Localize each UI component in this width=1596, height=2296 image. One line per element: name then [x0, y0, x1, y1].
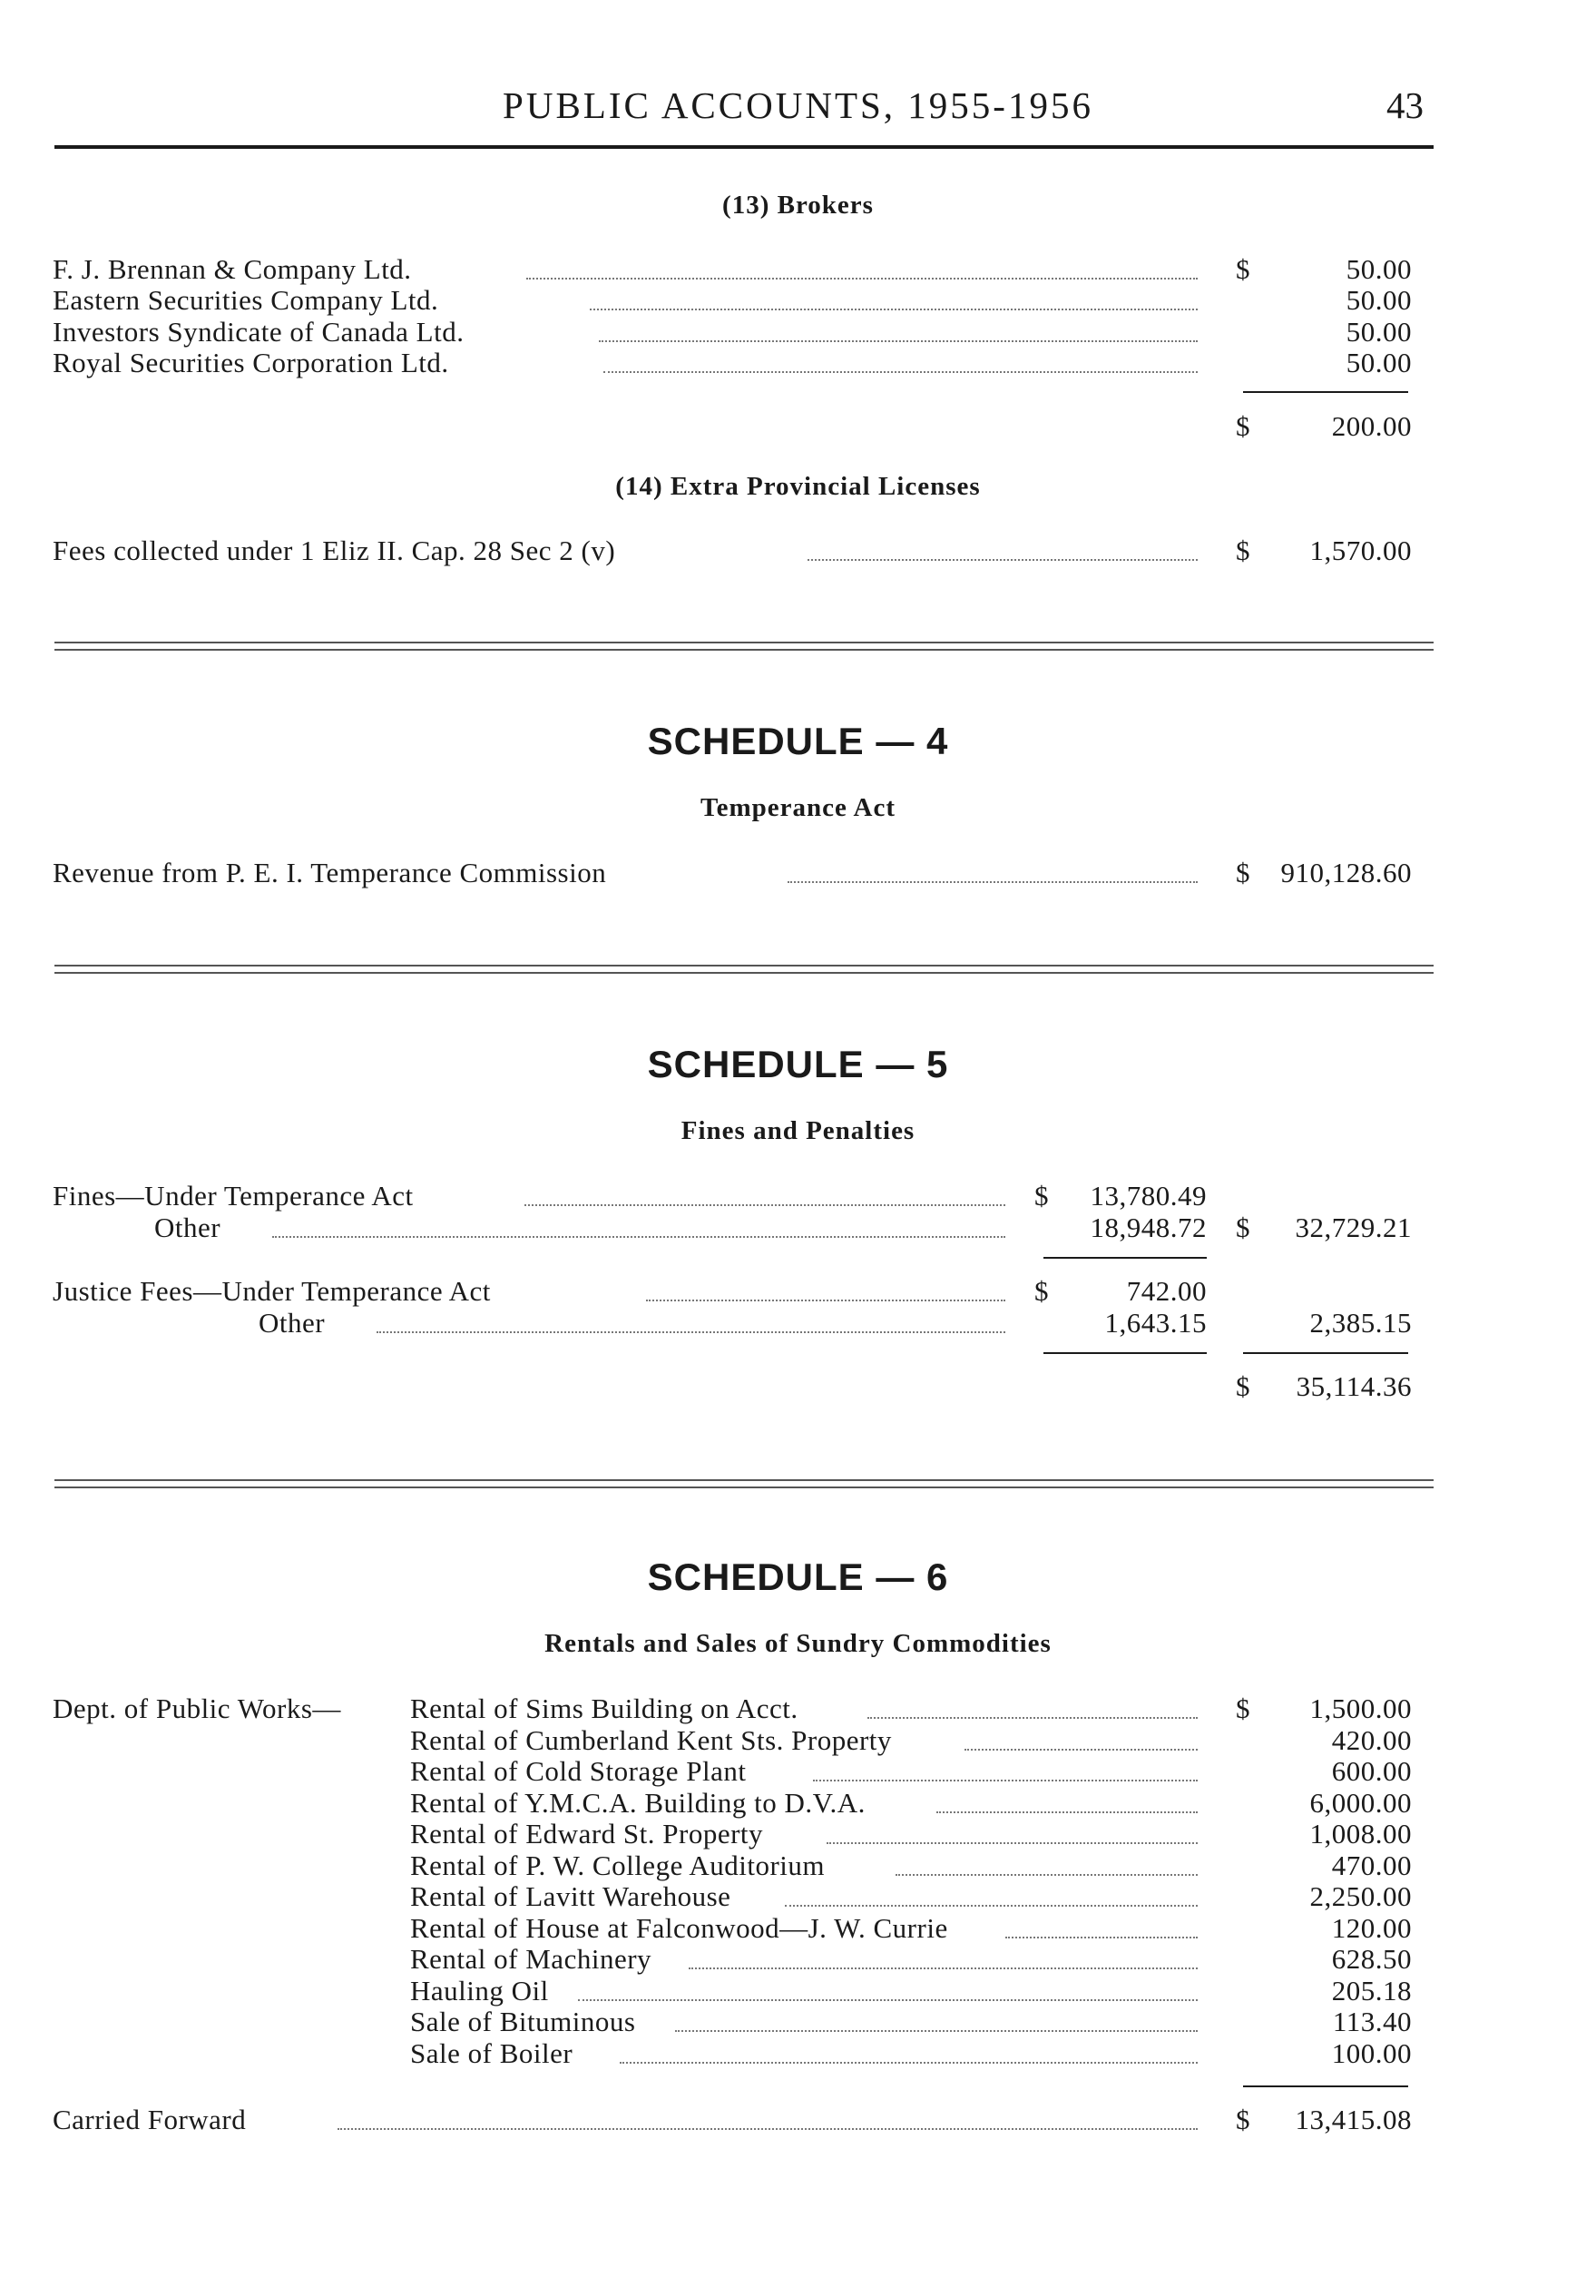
section-divider: [54, 642, 1434, 651]
list-item: [0, 1787, 1596, 1820]
subtotal-rule: [1043, 1257, 1207, 1259]
dot-leader: [788, 881, 1198, 883]
list-item: [0, 1850, 1596, 1882]
table-row: [0, 316, 1596, 348]
list-item: [0, 1755, 1596, 1788]
brokers-item-amount: 50.00: [1346, 316, 1412, 348]
fines-other-label: Other: [154, 1212, 221, 1243]
schedule6-item-label: Rental of Machinery: [410, 1943, 652, 1975]
carried-forward-label: Carried Forward: [53, 2104, 247, 2135]
dot-leader: [808, 559, 1198, 561]
schedule6-item-amount: 100.00: [1331, 2036, 1412, 2069]
schedule6-item-amount: 470.00: [1331, 1849, 1412, 1881]
justice-total: 2,385.15: [1309, 1307, 1412, 1339]
brokers-item-amount: 50.00: [1346, 347, 1412, 378]
fines-label: Fines—Under Temperance Act: [53, 1180, 414, 1212]
schedule6-heading: SCHEDULE — 6: [647, 1555, 949, 1598]
dot-leader: [338, 2128, 1198, 2130]
currency-sign: $: [1034, 1180, 1049, 1212]
schedule6-item-label: Sale of Bituminous: [410, 2006, 636, 2037]
dot-leader: [620, 2062, 1198, 2064]
table-row: [0, 1212, 1596, 1244]
currency-sign: $: [1236, 253, 1250, 285]
list-item: [0, 1912, 1596, 1945]
brokers-item-label: Eastern Securities Company Ltd.: [53, 284, 439, 316]
page-number: 43: [1386, 84, 1424, 126]
schedule6-item-label: Rental of P. W. College Auditorium: [410, 1849, 826, 1881]
justice-label: Justice Fees—Under Temperance Act: [53, 1275, 491, 1307]
table-row: [0, 347, 1596, 379]
dept-prefix: Dept. of Public Works—: [53, 1693, 341, 1724]
dot-leader: [603, 371, 1198, 373]
schedule6-item-amount: 1,500.00: [1309, 1693, 1412, 1724]
schedule5-subheading: Fines and Penalties: [681, 1116, 915, 1145]
schedule6-item-label: Rental of Lavitt Warehouse: [410, 1880, 731, 1912]
carried-forward-row: [0, 2104, 1596, 2136]
carried-forward-amount: 13,415.08: [1295, 2104, 1412, 2135]
schedule6-item-label: Sale of Boiler: [410, 2036, 573, 2069]
extra-provincial-heading: (14) Extra Provincial Licenses: [615, 472, 981, 501]
fines-other-amount: 18,948.72: [1090, 1212, 1207, 1243]
table-row: [0, 284, 1596, 317]
currency-sign: $: [1236, 1370, 1250, 1402]
brokers-item-label: Investors Syndicate of Canada Ltd.: [53, 316, 465, 348]
dot-leader: [590, 309, 1198, 310]
dot-leader: [867, 1717, 1198, 1719]
schedule6-item-label: Rental of House at Falconwood—J. W. Currie: [410, 1911, 948, 1944]
currency-sign: $: [1034, 1275, 1049, 1307]
dot-leader: [377, 1331, 1005, 1333]
schedule6-item-amount: 6,000.00: [1309, 1786, 1412, 1819]
list-item: [0, 1724, 1596, 1757]
schedule6-subheading: Rentals and Sales of Sundry Commodities: [544, 1629, 1052, 1658]
schedule6-item-label: Hauling Oil: [410, 1974, 549, 2007]
schedule6-item-amount: 205.18: [1331, 1974, 1412, 2007]
schedule6-item-amount: 600.00: [1331, 1755, 1412, 1787]
dot-leader: [896, 1874, 1198, 1876]
list-item: [0, 1943, 1596, 1976]
schedule5-heading: SCHEDULE — 5: [647, 1043, 949, 1085]
brokers-item-amount: 50.00: [1346, 253, 1412, 285]
list-item: [0, 1975, 1596, 2007]
dot-leader: [526, 278, 1198, 280]
header-rule: [54, 145, 1434, 149]
table-row: [0, 253, 1596, 286]
extra-provincial-label: Fees collected under 1 Eliz II. Cap. 28 Sec 2 (v): [53, 535, 616, 566]
schedule6-item-amount: 628.50: [1331, 1943, 1412, 1975]
subtotal-rule: [1043, 1352, 1207, 1354]
schedule6-item-amount: 420.00: [1331, 1723, 1412, 1756]
list-item: [0, 1693, 1596, 1725]
brokers-heading: (13) Brokers: [722, 191, 874, 220]
currency-sign: $: [1236, 857, 1250, 888]
table-row: [0, 1180, 1596, 1212]
schedule6-item-label: Rental of Sims Building on Acct.: [410, 1693, 798, 1724]
fines-total: 32,729.21: [1295, 1212, 1412, 1243]
currency-sign: $: [1236, 410, 1250, 442]
dot-leader: [827, 1842, 1198, 1844]
section-divider: [54, 1479, 1434, 1488]
currency-sign: $: [1236, 1693, 1250, 1724]
section-divider: [54, 965, 1434, 974]
dot-leader: [936, 1811, 1198, 1813]
dot-leader: [524, 1204, 1005, 1206]
dot-leader: [599, 340, 1198, 342]
schedule5-grand-total-row: [0, 1370, 1596, 1403]
justice-other-amount: 1,643.15: [1104, 1307, 1207, 1339]
schedule6-item-amount: 120.00: [1331, 1911, 1412, 1944]
list-item: [0, 2006, 1596, 2038]
subtotal-rule: [1243, 2085, 1408, 2087]
schedule4-item-label: Revenue from P. E. I. Temperance Commission: [53, 857, 607, 888]
table-row: [0, 857, 1596, 889]
extra-provincial-amount: 1,570.00: [1309, 535, 1412, 566]
currency-sign: $: [1236, 535, 1250, 566]
schedule4-subheading: Temperance Act: [700, 793, 896, 822]
schedule6-item-amount: 113.40: [1332, 2006, 1412, 2037]
dot-leader: [689, 1967, 1198, 1969]
brokers-item-label: F. J. Brennan & Company Ltd.: [53, 253, 412, 285]
dot-leader: [813, 1780, 1198, 1781]
dot-leader: [272, 1236, 1005, 1238]
schedule6-item-amount: 1,008.00: [1309, 1818, 1412, 1850]
table-row: [0, 1307, 1596, 1339]
subtotal-rule: [1243, 391, 1408, 393]
schedule5-grand-total: 35,114.36: [1296, 1370, 1412, 1402]
total-rule: [1243, 1352, 1408, 1354]
brokers-item-amount: 50.00: [1346, 284, 1412, 316]
schedule6-item-label: Rental of Cold Storage Plant: [410, 1755, 747, 1787]
brokers-item-label: Royal Securities Corporation Ltd.: [53, 347, 449, 378]
table-row: [0, 1275, 1596, 1308]
list-item: [0, 2037, 1596, 2070]
dot-leader: [646, 1300, 1005, 1301]
dot-leader: [675, 2030, 1198, 2032]
dot-leader: [964, 1749, 1198, 1751]
dot-leader: [1005, 1937, 1198, 1938]
brokers-total-row: [0, 410, 1596, 443]
list-item: [0, 1818, 1596, 1850]
schedule4-heading: SCHEDULE — 4: [647, 720, 949, 762]
schedule6-item-label: Rental of Cumberland Kent Sts. Property: [410, 1723, 892, 1756]
list-item: [0, 1880, 1596, 1913]
schedule6-item-label: Rental of Y.M.C.A. Building to D.V.A.: [410, 1786, 866, 1819]
schedule4-item-amount: 910,128.60: [1280, 857, 1412, 888]
currency-sign: $: [1236, 1212, 1250, 1243]
fines-amount: 13,780.49: [1090, 1180, 1207, 1212]
dot-leader: [785, 1905, 1198, 1907]
schedule6-item-amount: 2,250.00: [1309, 1880, 1412, 1912]
currency-sign: $: [1236, 2104, 1250, 2135]
schedule6-item-label: Rental of Edward St. Property: [410, 1818, 764, 1850]
page-header-title: PUBLIC ACCOUNTS, 1955-1956: [503, 84, 1093, 126]
brokers-total: 200.00: [1331, 410, 1412, 442]
dot-leader: [578, 1999, 1198, 2001]
justice-other-label: Other: [259, 1307, 326, 1339]
table-row: [0, 535, 1596, 567]
justice-amount: 742.00: [1126, 1275, 1207, 1307]
